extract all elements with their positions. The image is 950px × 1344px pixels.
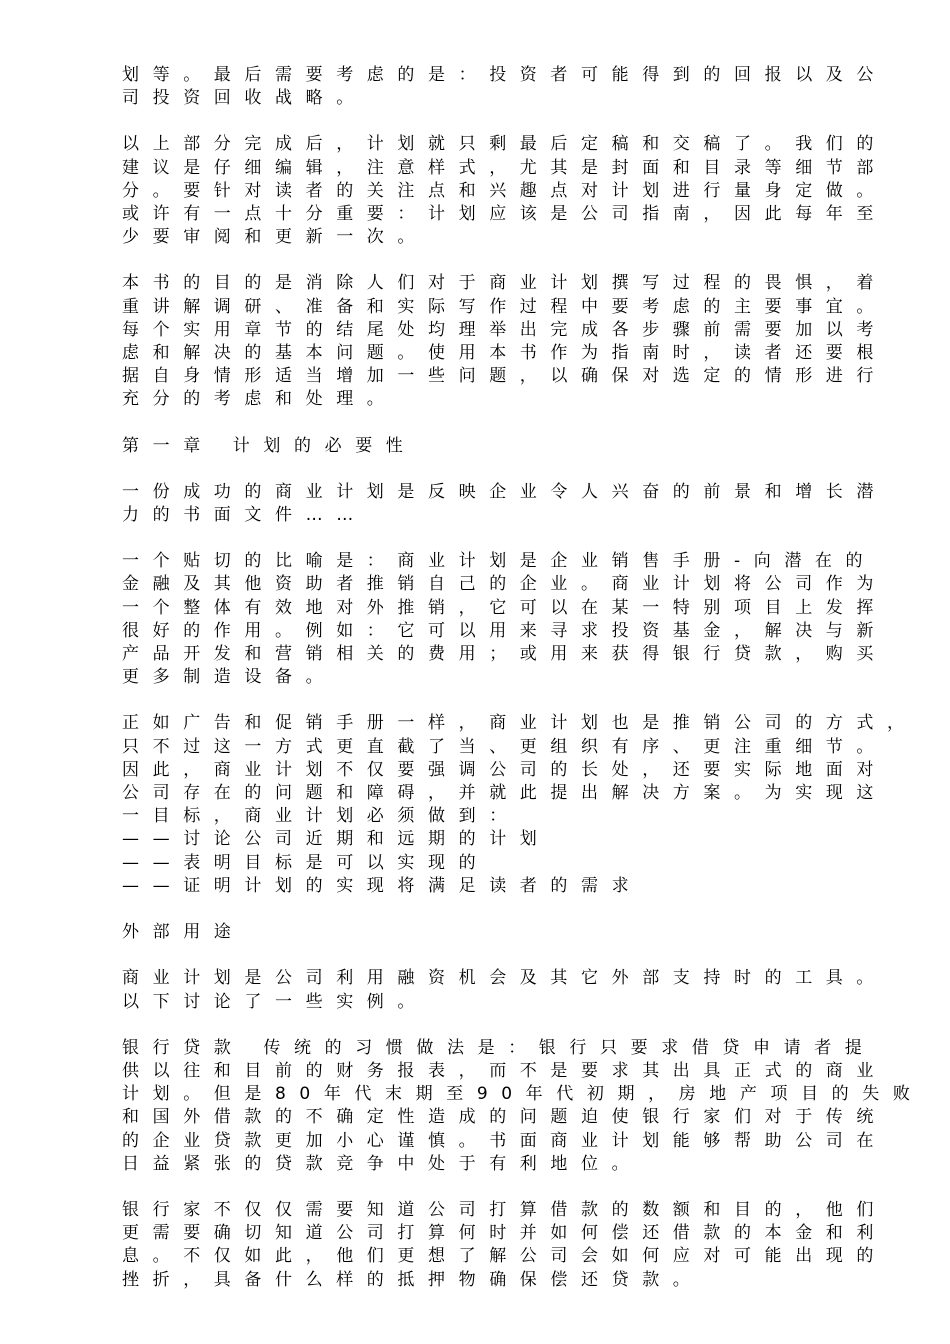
text-line: 司投资回收战略。: [122, 88, 367, 109]
text-line: 分。要针对读者的关注点和兴趣点对计划进行量身定做。: [122, 180, 887, 201]
text-line: 以上部分完成后，计划就只剩最后定稿和交稿了。我们的: [122, 134, 887, 155]
text-line: 据自身情形适当增加一些问题，以确保对选定的情形进行: [122, 366, 887, 387]
text-line: 计划。但是80年代末期至90年代初期，房地产项目的失败: [122, 1084, 924, 1105]
text-line: 每个实用章节的结尾处均理举出完成各步骤前需要加以考: [122, 319, 887, 340]
text-line: 很好的作用。例如：它可以用来寻求投资基金，解决与新: [122, 620, 887, 641]
chapter-heading: [122, 435, 912, 458]
text-line: 银行家不仅仅需要知道公司打算借款的数额和目的，他们: [122, 1199, 887, 1220]
section-heading: [122, 921, 912, 944]
text-line: 一目标，商业计划必须做到：: [122, 806, 520, 827]
paragraph-like-advertising: [122, 712, 918, 898]
text-line: 的企业贷款更加小心谨慎。书面商业计划能够帮助公司在: [122, 1130, 887, 1151]
text-line: 金融及其他资助者推销自己的企业。商业计划将公司作为: [122, 574, 887, 595]
text-line: 一个整体有效地对外推销，它可以在某一特别项目上发挥: [122, 597, 887, 618]
text-line: 更多制造设备。: [122, 667, 337, 688]
text-line: 以下讨论了一些实例。: [122, 991, 428, 1012]
text-line: 只不过这一方式更直截了当、更组织有序、更注重细节。: [122, 736, 887, 757]
text-line: 一个贴切的比喻是：商业计划是企业销售手册-向潜在的: [122, 551, 877, 572]
paragraph-metaphor: [122, 550, 912, 689]
text-line: 银行贷款 传统的习惯做法是：银行只要求借贷申请者提: [122, 1037, 876, 1058]
section-title: 外部用途: [122, 922, 245, 943]
text-line: 正如广告和促销手册一样，商业计划也是推销公司的方式，: [122, 713, 918, 734]
paragraph-external-use: [122, 967, 912, 1013]
paragraph-finalize: [122, 133, 912, 249]
text-line: 划等。最后需要考虑的是：投资者可能得到的回报以及公: [122, 65, 887, 85]
text-line: 更需要确切知道公司打算何时并如何偿还借款的本金和利: [122, 1223, 887, 1244]
text-line: 少要审阅和更新一次。: [122, 227, 428, 248]
list-item: ——讨论公司近期和远期的计划: [122, 829, 551, 850]
paragraph-bankers-need: [122, 1199, 912, 1292]
text-line: 一份成功的商业计划是反映企业令人兴奋的前景和增长潜: [122, 481, 887, 502]
paragraph-chapter-lead: [122, 481, 912, 527]
text-line: 息。不仅如此，他们更想了解公司会如何应对可能出现的: [122, 1246, 887, 1267]
text-line: 建议是仔细编辑，注意样式，尤其是封面和目录等细节部: [122, 157, 887, 178]
text-line: 本书的目的是消除人们对于商业计划撰写过程的畏惧，着: [122, 273, 887, 294]
text-line: 力的书面文件……: [122, 505, 367, 526]
list-item: ——证明计划的实现将满足读者的需求: [122, 875, 643, 896]
text-line: 因此，商业计划不仅要强调公司的长处，还要实际地面对: [122, 759, 887, 780]
chapter-title: 第一章 计划的必要性: [122, 435, 417, 456]
text-line: 虑和解决的基本问题。使用本书作为指南时，读者还要根: [122, 343, 887, 364]
text-line: 和国外借款的不确定性造成的问题迫使银行家们对于传统: [122, 1107, 887, 1128]
list-item: ——表明目标是可以实现的: [122, 852, 490, 873]
text-line: 重讲解调研、准备和实际写作过程中要考虑的主要事宜。: [122, 296, 887, 317]
text-line: 充分的考虑和处理。: [122, 389, 398, 410]
text-line: 公司存在的问题和障碍，并就此提出解决方案。为实现这: [122, 783, 887, 804]
paragraph-intro-end: [122, 64, 912, 110]
text-line: 商业计划是公司利用融资机会及其它外部支持时的工具。: [122, 968, 887, 989]
text-line: 挫折，具备什么样的抵押物确保偿还贷款。: [122, 1269, 704, 1290]
document-page: [122, 64, 924, 1315]
paragraph-bank-loans: [122, 1037, 924, 1176]
text-line: 供以往和目前的财务报表，而不是要求其出具正式的商业: [122, 1060, 887, 1081]
text-line: 或许有一点十分重要：计划应该是公司指南，因此每年至: [122, 204, 887, 225]
text-line: 日益紧张的贷款竞争中处于有利地位。: [122, 1153, 643, 1174]
text-line: 产品开发和营销相关的费用；或用来获得银行贷款，购买: [122, 644, 887, 665]
paragraph-book-purpose: [122, 272, 912, 411]
